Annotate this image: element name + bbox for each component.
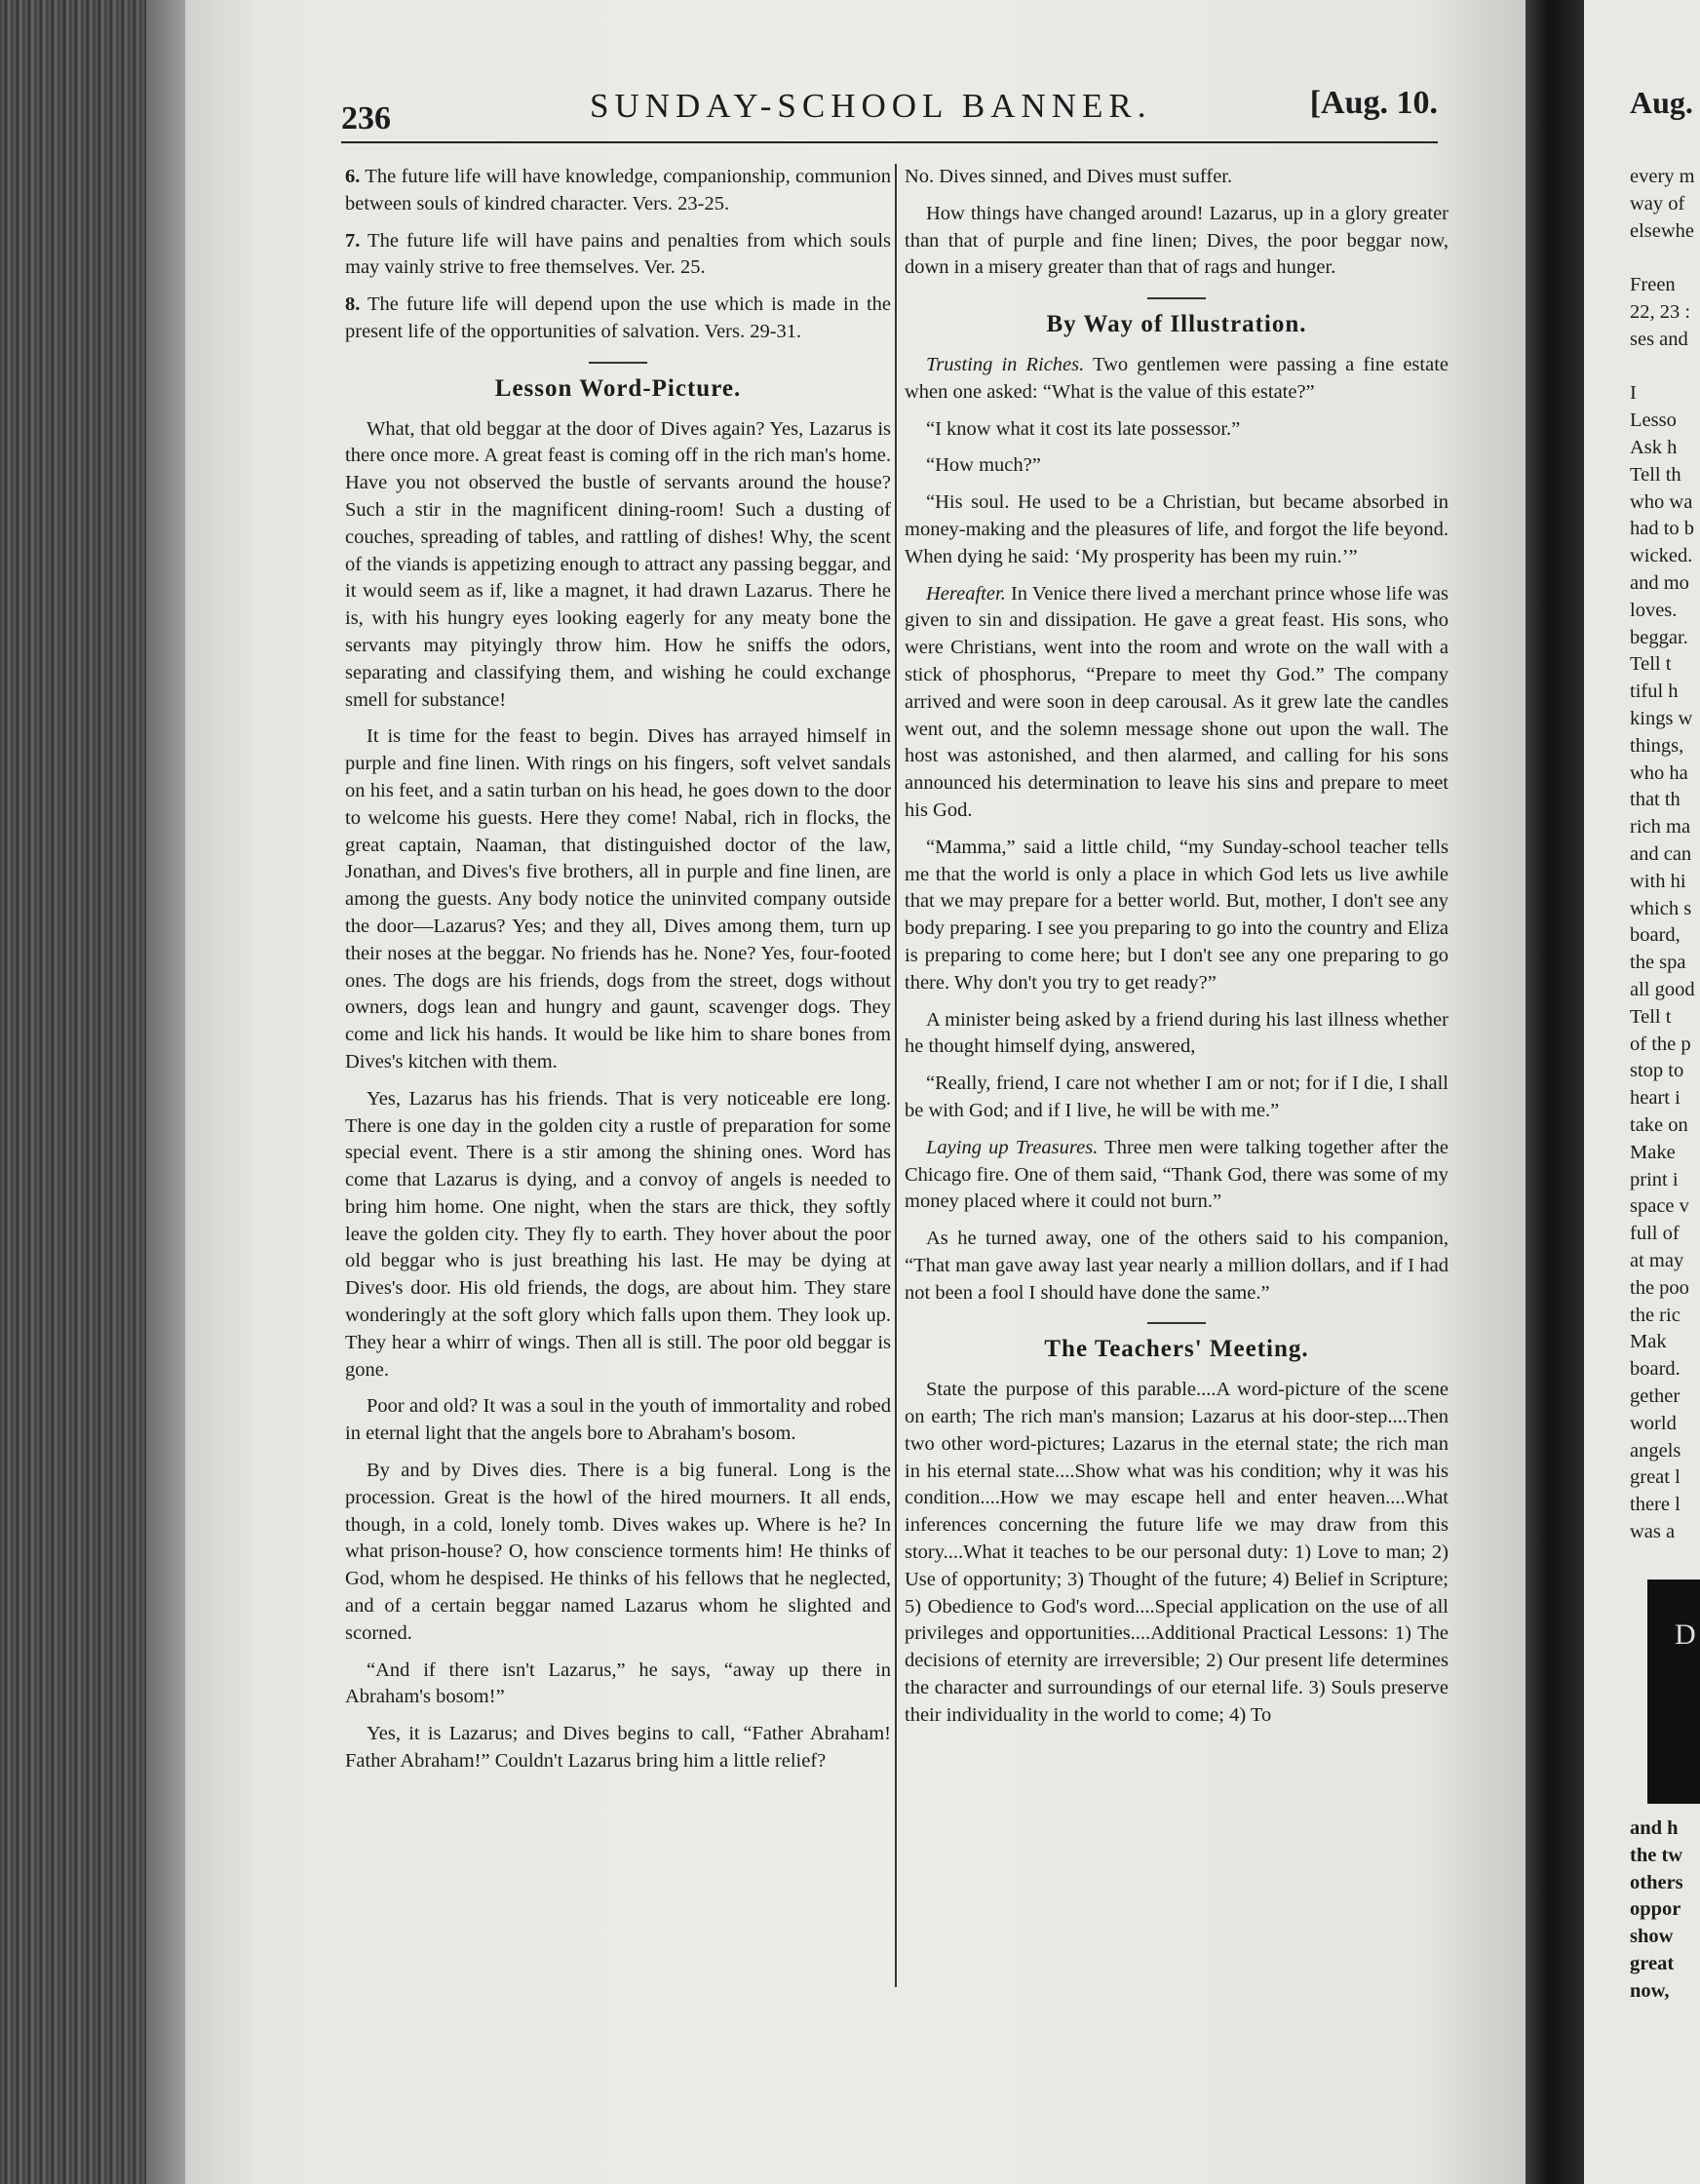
next-page-line: and mo: [1630, 572, 1689, 594]
next-page-line: angels: [1630, 1439, 1681, 1462]
next-page-line: loves.: [1630, 599, 1678, 621]
section-divider: [1147, 297, 1206, 299]
next-page-line: had to b: [1630, 518, 1695, 540]
next-page-header: Aug.: [1630, 85, 1693, 120]
point-6: 6. The future life will have knowledge, companionship, communion between souls of kindred character. Vers. 23-25.: [345, 166, 891, 214]
left-column: [345, 164, 891, 1785]
illustration-paragraph: “Mamma,” said a little child, “my Sunday-school teacher tells me that the world is only a place in which God lets us live awhile that we may prepare for a better world. But, mother, I don't see any body preparing. I see you preparing to go into the country and Eliza is preparing to come here; but I don't see any one preparing to go there. Why don't you try to get ready?”: [905, 836, 1449, 994]
heading-illustration: By Way of Illustration.: [1046, 311, 1307, 338]
next-page-line: Lesso: [1630, 410, 1677, 432]
next-page-line: board.: [1630, 1358, 1681, 1381]
next-page-line: Tell th: [1630, 463, 1681, 486]
next-page-line: who ha: [1630, 761, 1688, 784]
paragraph: Yes, it is Lazarus; and Dives begins to call, “Father Abraham! Father Abraham!” Couldn't Lazarus bring him a little relief?: [345, 1723, 891, 1773]
next-page-line: now,: [1630, 1979, 1670, 2002]
next-page-line: was a: [1630, 1521, 1676, 1542]
next-page-line: world: [1630, 1412, 1677, 1434]
next-page-box: [1647, 1580, 1700, 1804]
box-letter: D: [1675, 1618, 1696, 1651]
paragraph: No. Dives sinned, and Dives must suffer.: [905, 166, 1233, 187]
next-page-line: every m: [1630, 166, 1695, 187]
illustration-paragraph: As he turned away, one of the others said to his companion, “That man gave away last year nearly a million dollars, and if I had not been a fool I should have done the same.”: [905, 1228, 1449, 1304]
next-page-line: heart i: [1630, 1087, 1681, 1110]
next-page-line: things,: [1630, 734, 1684, 757]
next-page-line: the tw: [1630, 1844, 1683, 1866]
next-page-line: 22, 23 :: [1630, 301, 1691, 323]
next-page-line: the ric: [1630, 1304, 1681, 1326]
next-page-line: and can: [1630, 843, 1692, 865]
next-page-line: tiful h: [1630, 681, 1679, 703]
next-page-line: and h: [1630, 1817, 1679, 1839]
next-page-line: kings w: [1630, 708, 1693, 729]
running-title: SUNDAY-SCHOOL BANNER.: [590, 87, 1152, 125]
next-page-line: at may: [1630, 1250, 1684, 1271]
next-page-line: Freen: [1630, 274, 1676, 296]
next-page-line: ses and: [1630, 328, 1688, 350]
running-date: [Aug. 10.: [1309, 85, 1438, 121]
heading-teachers-meeting: The Teachers' Meeting.: [1044, 1336, 1309, 1363]
next-page-line: stop to: [1630, 1060, 1684, 1082]
illustration-paragraph: Trusting in Riches. Two gentlemen were passing a fine estate when one asked: “What is the value of this estate?”: [905, 353, 1449, 403]
next-page-line: gether: [1630, 1385, 1681, 1407]
next-page-line: the spa: [1630, 952, 1686, 974]
next-page-line: take on: [1630, 1114, 1688, 1136]
next-page-line: Tell t: [1630, 1005, 1672, 1028]
right-column: [905, 164, 1449, 1739]
section-divider: [589, 362, 647, 364]
paragraph: What, that old beggar at the door of Dives again? Yes, Lazarus is there once more. A great feast is coming off in the rich man's home. Have you not observed the bustle of servants around the house? Such a stir in the magnificent dining-room! Such a dusting of couches, spreading of tables, and rattling of dishes! Why, the scent of the viands is appetizing enough to attract any passing beggar, and it would seem as if, like a magnet, it had drawn Lazarus. There he is, with his hungry eyes looking eagerly for any meaty bone the servants may pityingly throw him. How he sniffs the odors, separating and classifying them, and wishing he could exchange smell for substance!: [345, 417, 891, 711]
next-page-line: show: [1630, 1926, 1674, 1948]
next-page-line: that th: [1630, 789, 1681, 811]
next-page-line: oppor: [1630, 1898, 1681, 1921]
running-header: [341, 83, 1438, 143]
illustration-paragraph: “His soul. He used to be a Christian, but became absorbed in money-making and the pleasures of life, and forgot the life beyond. When dying he said: ‘My prosperity has been my ruin.’”: [905, 491, 1449, 567]
next-page-line: wicked.: [1630, 545, 1693, 567]
illustration-paragraph: “Really, friend, I care not whether I am or not; for if I die, I shall be with God; and if I live, he will be with me.”: [905, 1072, 1449, 1121]
next-page-line: of the p: [1630, 1033, 1691, 1055]
next-page-line: which s: [1630, 897, 1692, 919]
next-page-line: beggar.: [1630, 626, 1688, 648]
illustration-paragraph: Hereafter. In Venice there lived a merchant prince whose life was given to sin and dissipation. He gave a great feast. His sons, who were Christians, went into the room and wrote on the wall with a stick of phosphorus, “Prepare to meet thy God.” The company arrived and were soon in deep carousal. As it grew late the candles went out, and the solemn message shone out upon the wall. The host was astonished, and then alarmed, and calling for his sons announced his determination to leave his sins and prepare to meet his God.: [905, 582, 1449, 821]
paragraph: Poor and old? It was a soul in the youth of immortality and robed in eternal light that the angels bore to Abraham's bosom.: [345, 1395, 891, 1445]
next-page-line: great: [1630, 1953, 1675, 1974]
next-page-line: Ask h: [1630, 437, 1678, 458]
heading-word-picture: Lesson Word-Picture.: [494, 374, 742, 402]
next-page-line: great l: [1630, 1466, 1681, 1489]
next-page-line: Make: [1630, 1141, 1676, 1163]
illustration-paragraph: “How much?”: [926, 454, 1041, 477]
paragraph: How things have changed around! Lazarus, up in a glory greater than that of purple and fine linen; Dives, the poor beggar now, down in a misery greater than that of rags and hunger.: [905, 202, 1449, 279]
column-rule: [895, 164, 897, 1987]
illustration-paragraph: Laying up Treasures. Three men were talking together after the Chicago fire. One of them said, “Thank God, there was some of my money placed where it could not burn.”: [905, 1136, 1449, 1213]
next-page-line: board,: [1630, 924, 1681, 947]
next-page-line: Mak: [1630, 1331, 1667, 1353]
next-page-line: way of: [1630, 192, 1685, 214]
page-number: 236: [341, 100, 391, 136]
paragraph: Yes, Lazarus has his friends. That is very noticeable ere long. There is one day in the golden city a rustle of preparation for some special event. There is a stir among the shining ones. Word has come that Lazarus is dying, and a convoy of angels is needed to bring him home. One night, when the stars are thick, they softly leave the golden city. They fly to earth. They hover about the poor old beggar who is just breathing his last. He may be dying at Dives's door. His old friends, the dogs, are about him. They stare wonderingly at the soft glory which falls upon them. They look up. They hear a whirr of wings. Then all is still. The poor old beggar is gone.: [345, 1087, 891, 1381]
next-page-line: rich ma: [1630, 816, 1691, 838]
next-page-line: print i: [1630, 1168, 1679, 1190]
next-page-line: Tell t: [1630, 653, 1672, 676]
next-page-line: with hi: [1630, 870, 1686, 892]
illustration-paragraph: “I know what it cost its late possessor.”: [926, 417, 1241, 440]
point-8: 8. The future life will depend upon the use which is made in the present life of the opportunities of salvation. Vers. 29-31.: [345, 293, 891, 342]
next-page-line: others: [1630, 1871, 1683, 1893]
point-7: 7. The future life will have pains and penalties from which souls may vainly strive to free themselves. Ver. 25.: [345, 229, 891, 279]
next-page-line: the poo: [1630, 1276, 1689, 1299]
next-page-line: all good: [1630, 979, 1695, 1000]
next-page-line: elsewhe: [1630, 219, 1695, 242]
paragraph: By and by Dives dies. There is a big funeral. Long is the procession. Great is the howl of the hired mourners. It all ends, though, in a cold, lonely tomb. Dives wakes up. Where is he? In what prison-house? O, how conscience torments him! He thinks of God, whom he despised. He thinks of his fellows that he neglected, and of a certain beggar named Lazarus whom he slighted and scorned.: [345, 1460, 891, 1644]
section-divider: [1147, 1322, 1206, 1324]
paragraph: “And if there isn't Lazarus,” he says, “away up there in Abraham's bosom!”: [345, 1658, 891, 1708]
page-gap: [1526, 0, 1584, 2184]
next-page-line: there l: [1630, 1494, 1681, 1516]
paragraph: It is time for the feast to begin. Dives has arrayed himself in purple and fine linen. With rings on his fingers, soft velvet sandals on his feet, and a satin turban on his head, he goes down to the door to welcome his guests. Here they come! Nabal, rich in flocks, the great captain, Naaman, that distinguished doctor of the law, Jonathan, and Dives's five brothers, all in purple and fine linen, are among the guests. Any body notice the uninvited company outside the door—Lazarus? Yes; and they all, Dives among them, turn up their noses at the beggar. No friends has he. None? Yes, four-footed ones. The dogs are his friends, dogs from the street, dogs without owners, dogs lean and hungry and gaunt, scavenger dogs. They come and lick his hands. It would be like him to share bones from Dives's kitchen with them.: [345, 725, 891, 1072]
next-page-line: I: [1630, 382, 1637, 405]
next-page-line: who wa: [1630, 490, 1693, 513]
next-page-line: space v: [1630, 1195, 1689, 1218]
meeting-paragraph: State the purpose of this parable....A word-picture of the scene on earth; The rich man's mansion; Lazarus at his door-step....Then two other word-pictures; Lazarus in the eternal state; the rich man in his eternal state....Show what was his condition; why it was his condition....How we may escape hell and enter heaven....What inferences concerning the future life we may draw from this story....What it teaches to be our personal duty: 1) Love to man; 2) Use of opportunity; 3) Thought of the future; 4) Belief in Scripture; 5) Obedience to God's word....Special application on the use of all privileges and opportunities....Additional Practical Lessons: 1) The decisions of eternity are irreversible; 2) Our present life determines the character and surroundings of our eternal life. 3) Souls preserve their individuality in the world to come; 4) To: [905, 1379, 1449, 1726]
illustration-paragraph: A minister being asked by a friend during his last illness whether he thought himself dying, answered,: [905, 1008, 1449, 1058]
next-page-line: full of: [1630, 1223, 1680, 1245]
